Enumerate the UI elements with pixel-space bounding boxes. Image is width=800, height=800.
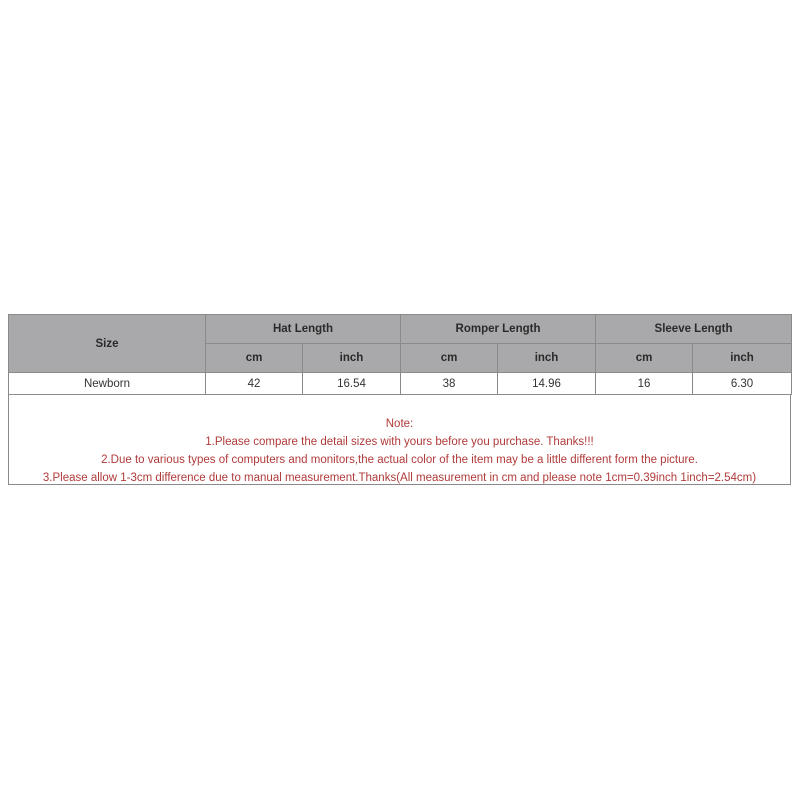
size-chart: [8, 314, 791, 485]
size-header: Size: [9, 315, 206, 373]
notes-box: [8, 395, 791, 485]
sleeve-cm-header: cm: [596, 344, 693, 373]
romper-cm-cell: 38: [401, 373, 498, 395]
hat-inch-cell: 16.54: [303, 373, 401, 395]
note-line-1: 1.Please compare the detail sizes with yours before you purchase. Thanks!!!: [205, 436, 594, 448]
sleeve-inch-header: inch: [693, 344, 792, 373]
hat-length-header: Hat Length: [206, 315, 401, 344]
sleeve-inch-cell: 6.30: [693, 373, 792, 395]
note-line-2: 2.Due to various types of computers and monitors,the actual color of the item may be a little different form the picture.: [101, 454, 698, 466]
hat-inch-header: inch: [303, 344, 401, 373]
hat-cm-cell: 42: [206, 373, 303, 395]
hat-cm-header: cm: [206, 344, 303, 373]
notes-title: Note:: [385, 418, 414, 430]
size-table: [8, 314, 792, 395]
note-line-3: 3.Please allow 1-3cm difference due to manual measurement.Thanks(All measurement in cm and please note 1cm=0.39inch 1inch=2.54cm): [42, 472, 757, 484]
sleeve-cm-cell: 16: [596, 373, 693, 395]
size-cell: Newborn: [9, 373, 206, 395]
romper-inch-cell: 14.96: [498, 373, 596, 395]
header-group-row: [9, 315, 792, 344]
romper-length-header: Romper Length: [401, 315, 596, 344]
romper-cm-header: cm: [401, 344, 498, 373]
romper-inch-header: inch: [498, 344, 596, 373]
table-row: [9, 373, 792, 395]
sleeve-length-header: Sleeve Length: [596, 315, 792, 344]
